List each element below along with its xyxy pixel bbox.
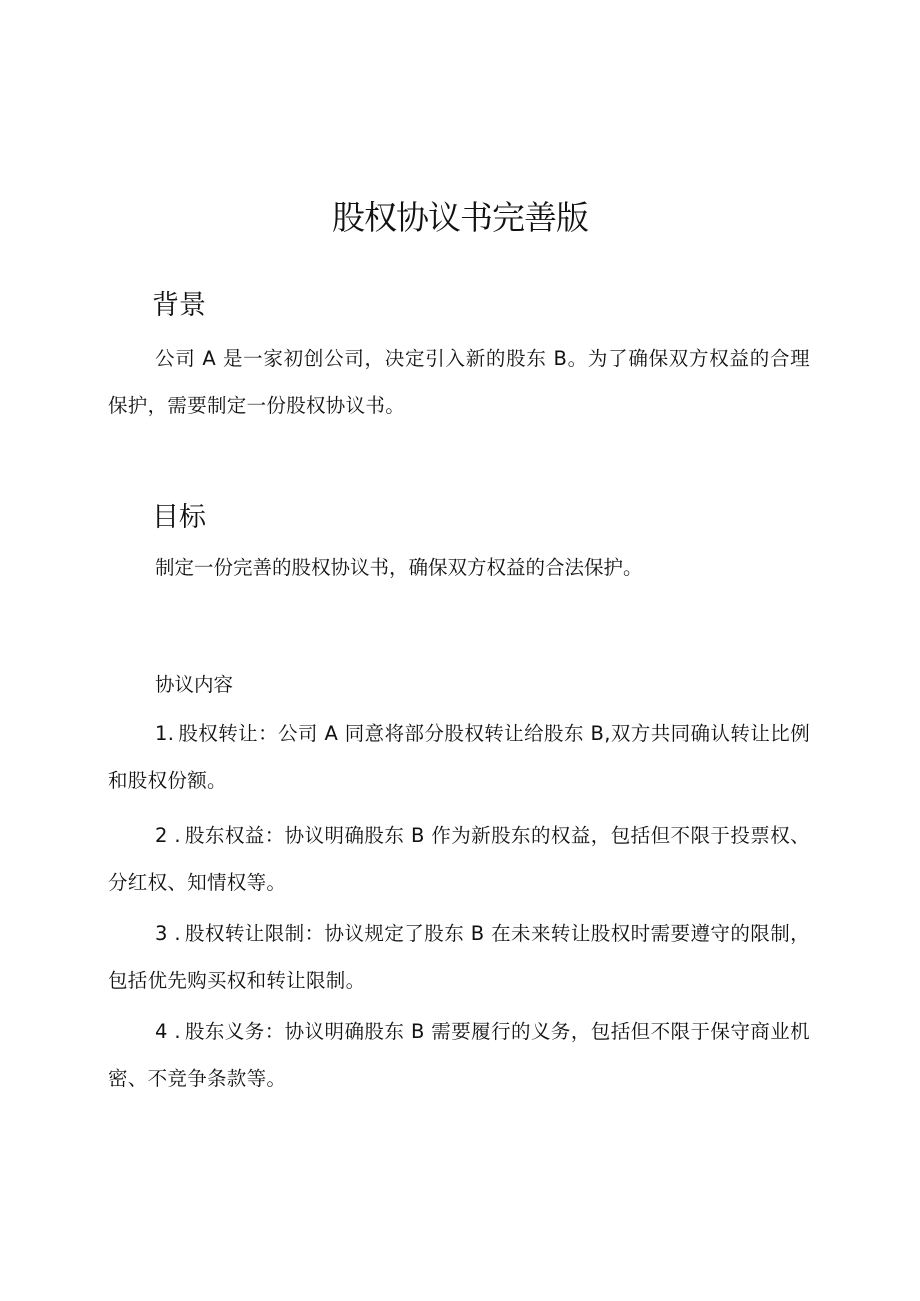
item-number: 1. [155, 722, 175, 745]
item-number: 3 . [155, 922, 181, 945]
item-text: 股权转让限制：协议规定了股东 B 在未来转让股权时需要遵守的限制，包括优先购买权和转让限制。 [108, 922, 810, 992]
item-text: 股东义务：协议明确股东 B 需要履行的义务，包括但不限于保守商业机密、不竞争条款等。 [108, 1020, 810, 1090]
item-text: 股东权益：协议明确股东 B 作为新股东的权益，包括但不限于投票权、分红权、知情权等。 [108, 824, 810, 894]
section-text-goal: 制定一份完善的股权协议书，确保双方权益的合法保护。 [155, 556, 643, 579]
item-number: 4 . [155, 1020, 181, 1043]
agreement-item-4 [108, 1008, 810, 1102]
agreement-item-1 [108, 710, 810, 804]
item-number: 2 . [155, 824, 181, 847]
item-text: 股权转让：公司 A 同意将部分股权转让给股东 B,双方共同确认转让比例和股权份额。 [108, 722, 810, 792]
section-heading-background: 背景 [152, 290, 206, 321]
agreement-item-3 [108, 910, 810, 1004]
document-title: 股权协议书完善版 [332, 198, 588, 238]
agreement-item-2 [108, 812, 810, 906]
agreement-content-label: 协议内容 [155, 673, 234, 696]
section-text-background: 公司 A 是一家初创公司，决定引入新的股东 B。为了确保双方权益的合理保护，需要制定一份股权协议书。 [108, 347, 810, 417]
section-heading-goal: 目标 [152, 502, 206, 533]
